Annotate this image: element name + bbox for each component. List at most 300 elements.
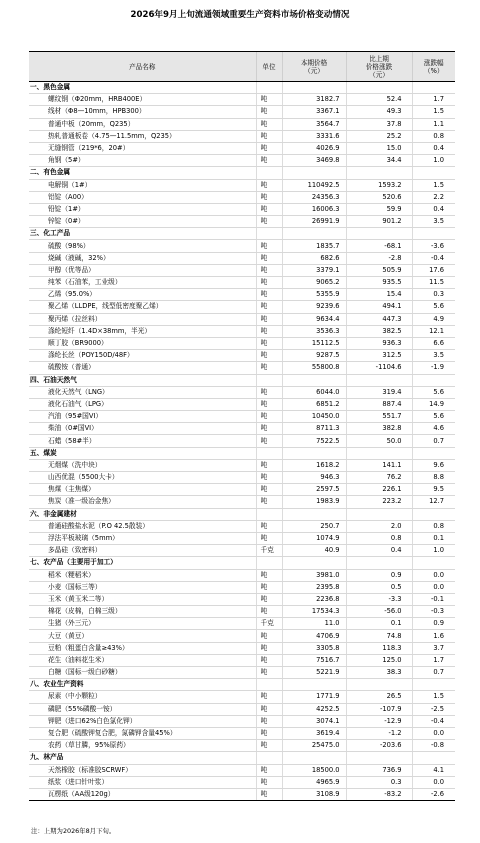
table-row: [29, 203, 455, 215]
price-change: 935.5: [346, 277, 412, 289]
change-percent: 17.6: [412, 264, 455, 276]
price-change: 74.8: [346, 630, 412, 642]
change-percent: 0.1: [412, 532, 455, 544]
current-price: 25475.0: [282, 740, 346, 752]
change-percent: 0.9: [412, 618, 455, 630]
price-change: 0.4: [346, 545, 412, 557]
product-name: 棉花（皮棉，白棉三级）: [29, 606, 256, 618]
change-percent: 1.7: [412, 94, 455, 106]
product-name: 涤纶长丝（POY150D/48F）: [29, 350, 256, 362]
unit: 吨: [256, 569, 282, 581]
unit: 吨: [256, 386, 282, 398]
table-row: [29, 496, 455, 508]
unit: 吨: [256, 423, 282, 435]
table-row: [29, 179, 455, 191]
current-price: 9287.5: [282, 350, 346, 362]
current-price: 40.9: [282, 545, 346, 557]
price-change: 76.2: [346, 472, 412, 484]
change-percent: 4.6: [412, 423, 455, 435]
change-percent: 1.5: [412, 179, 455, 191]
empty-cell: [282, 447, 346, 459]
unit: 千克: [256, 545, 282, 557]
empty-cell: [412, 679, 455, 691]
price-change: 0.8: [346, 532, 412, 544]
empty-cell: [256, 508, 282, 520]
empty-cell: [282, 508, 346, 520]
table-row: [29, 727, 455, 739]
change-percent: 4.9: [412, 313, 455, 325]
unit: 吨: [256, 703, 282, 715]
unit: 吨: [256, 411, 282, 423]
table-row: [29, 94, 455, 106]
product-name: 铅锭（1#）: [29, 203, 256, 215]
current-price: 1074.9: [282, 532, 346, 544]
current-price: 110492.5: [282, 179, 346, 191]
current-price: 3331.6: [282, 130, 346, 142]
section-header: [29, 557, 455, 569]
price-change: 887.4: [346, 398, 412, 410]
table-row: [29, 191, 455, 203]
table-row: [29, 606, 455, 618]
current-price: 3564.7: [282, 118, 346, 130]
unit: 吨: [256, 289, 282, 301]
unit: 吨: [256, 667, 282, 679]
section-title: 八、农业生产资料: [29, 679, 256, 691]
empty-cell: [412, 82, 455, 94]
empty-cell: [346, 557, 412, 569]
table-row: [29, 398, 455, 410]
price-change: 0.1: [346, 618, 412, 630]
unit: 吨: [256, 118, 282, 130]
empty-cell: [412, 752, 455, 764]
current-price: 55800.8: [282, 362, 346, 374]
price-change: 15.4: [346, 289, 412, 301]
change-percent: 11.5: [412, 277, 455, 289]
unit: 吨: [256, 435, 282, 447]
price-change: -56.0: [346, 606, 412, 618]
product-name: 普通中板（20mm，Q235）: [29, 118, 256, 130]
table-row: [29, 654, 455, 666]
current-price: 17534.3: [282, 606, 346, 618]
empty-cell: [346, 228, 412, 240]
change-percent: 0.4: [412, 203, 455, 215]
table-row: [29, 313, 455, 325]
section-header: [29, 374, 455, 386]
current-price: 16006.3: [282, 203, 346, 215]
unit: 吨: [256, 727, 282, 739]
unit: 吨: [256, 520, 282, 532]
empty-cell: [346, 679, 412, 691]
change-percent: 0.3: [412, 289, 455, 301]
empty-cell: [282, 679, 346, 691]
unit: 吨: [256, 216, 282, 228]
current-price: 5221.9: [282, 667, 346, 679]
price-change: 936.3: [346, 337, 412, 349]
current-price: 26991.9: [282, 216, 346, 228]
product-name: 磷肥（55%磷酸一铵）: [29, 703, 256, 715]
table-row: [29, 484, 455, 496]
section-title: 六、非金属建材: [29, 508, 256, 520]
section-title: 四、石油天然气: [29, 374, 256, 386]
table-row: [29, 118, 455, 130]
price-change: 520.6: [346, 191, 412, 203]
table-row: [29, 581, 455, 593]
price-change: -3.3: [346, 593, 412, 605]
product-name: 玉米（黄玉米二等）: [29, 593, 256, 605]
table-row: [29, 618, 455, 630]
current-price: 3074.1: [282, 715, 346, 727]
unit: 吨: [256, 532, 282, 544]
unit: 吨: [256, 313, 282, 325]
price-change: 2.0: [346, 520, 412, 532]
table-row: [29, 569, 455, 581]
change-percent: 3.5: [412, 216, 455, 228]
table-row: [29, 715, 455, 727]
table-row: [29, 411, 455, 423]
change-percent: 0.4: [412, 142, 455, 154]
current-price: 3108.9: [282, 788, 346, 800]
empty-cell: [256, 82, 282, 94]
current-price: 3619.4: [282, 727, 346, 739]
change-percent: 12.7: [412, 496, 455, 508]
table-row: [29, 691, 455, 703]
change-percent: -0.4: [412, 252, 455, 264]
change-percent: 9.5: [412, 484, 455, 496]
empty-cell: [346, 167, 412, 179]
unit: 吨: [256, 715, 282, 727]
price-change: 494.1: [346, 301, 412, 313]
footnote: 注：上期为2026年8月下旬。: [31, 827, 116, 835]
price-change: 52.4: [346, 94, 412, 106]
price-change: 319.4: [346, 386, 412, 398]
product-name: 无烟煤（洗中块）: [29, 459, 256, 471]
change-percent: 3.5: [412, 350, 455, 362]
price-change: 125.0: [346, 654, 412, 666]
price-change: -12.9: [346, 715, 412, 727]
unit: 吨: [256, 472, 282, 484]
table-row: [29, 277, 455, 289]
section-header: [29, 752, 455, 764]
price-change: 382.5: [346, 325, 412, 337]
table-row: [29, 155, 455, 167]
header-pct: 涨跌幅 （%）: [412, 52, 455, 82]
change-percent: 1.6: [412, 630, 455, 642]
section-header: [29, 167, 455, 179]
current-price: 250.7: [282, 520, 346, 532]
unit: 吨: [256, 496, 282, 508]
table-row: [29, 703, 455, 715]
unit: 吨: [256, 459, 282, 471]
change-percent: 0.0: [412, 581, 455, 593]
price-change: 551.7: [346, 411, 412, 423]
price-change: 25.2: [346, 130, 412, 142]
table-row: [29, 216, 455, 228]
unit: 吨: [256, 155, 282, 167]
empty-cell: [346, 447, 412, 459]
header-price: 本期价格 （元）: [282, 52, 346, 82]
price-change: -68.1: [346, 240, 412, 252]
price-change: 0.5: [346, 581, 412, 593]
price-change: 0.9: [346, 569, 412, 581]
unit: 吨: [256, 106, 282, 118]
price-change: 34.4: [346, 155, 412, 167]
unit: 吨: [256, 337, 282, 349]
unit: 吨: [256, 398, 282, 410]
current-price: 3367.1: [282, 106, 346, 118]
product-name: 锌锭（0#）: [29, 216, 256, 228]
product-name: 花生（油料花生米）: [29, 654, 256, 666]
product-name: 柴油（0#国VI）: [29, 423, 256, 435]
unit: 吨: [256, 277, 282, 289]
table-row: [29, 776, 455, 788]
change-percent: 14.9: [412, 398, 455, 410]
table-row: [29, 142, 455, 154]
header-unit: 单位: [256, 52, 282, 82]
empty-cell: [282, 228, 346, 240]
current-price: 3981.0: [282, 569, 346, 581]
product-name: 普通硅酸盐水泥（P.O 42.5散装）: [29, 520, 256, 532]
table-row: [29, 630, 455, 642]
table-row: [29, 545, 455, 557]
price-change: 15.0: [346, 142, 412, 154]
change-percent: 0.7: [412, 667, 455, 679]
current-price: 6044.0: [282, 386, 346, 398]
product-name: 硫酸（98%）: [29, 240, 256, 252]
unit: 吨: [256, 362, 282, 374]
product-name: 无缝钢管（219*6，20#）: [29, 142, 256, 154]
product-name: 农药（草甘膦，95%原药）: [29, 740, 256, 752]
change-percent: 1.0: [412, 545, 455, 557]
price-change: 312.5: [346, 350, 412, 362]
table-row: [29, 740, 455, 752]
price-change: -203.6: [346, 740, 412, 752]
unit: 吨: [256, 581, 282, 593]
empty-cell: [412, 167, 455, 179]
unit: 千克: [256, 618, 282, 630]
empty-cell: [256, 447, 282, 459]
current-price: 2597.5: [282, 484, 346, 496]
change-percent: 1.5: [412, 106, 455, 118]
section-header: [29, 228, 455, 240]
change-percent: -0.3: [412, 606, 455, 618]
current-price: 8711.3: [282, 423, 346, 435]
product-name: 液化天然气（LNG）: [29, 386, 256, 398]
current-price: 5355.9: [282, 289, 346, 301]
table-row: [29, 520, 455, 532]
change-percent: 0.0: [412, 727, 455, 739]
table-row: [29, 264, 455, 276]
change-percent: 1.1: [412, 118, 455, 130]
empty-cell: [412, 447, 455, 459]
unit: 吨: [256, 350, 282, 362]
price-table: [29, 51, 455, 801]
section-header: [29, 508, 455, 520]
current-price: 4026.9: [282, 142, 346, 154]
product-name: 铝锭（A00）: [29, 191, 256, 203]
change-percent: 1.0: [412, 155, 455, 167]
table-row: [29, 289, 455, 301]
table-row: [29, 459, 455, 471]
product-name: 聚乙烯（LLDPE，线型低密度聚乙烯）: [29, 301, 256, 313]
current-price: 4252.5: [282, 703, 346, 715]
current-price: 2236.8: [282, 593, 346, 605]
product-name: 多晶硅（致密料）: [29, 545, 256, 557]
change-percent: 0.7: [412, 435, 455, 447]
price-change: 49.3: [346, 106, 412, 118]
current-price: 1618.2: [282, 459, 346, 471]
empty-cell: [256, 167, 282, 179]
price-change: -107.9: [346, 703, 412, 715]
unit: 吨: [256, 142, 282, 154]
product-name: 白糖（国标一级白砂糖）: [29, 667, 256, 679]
change-percent: 9.6: [412, 459, 455, 471]
change-percent: -2.6: [412, 788, 455, 800]
product-name: 大豆（黄豆）: [29, 630, 256, 642]
current-price: 10450.0: [282, 411, 346, 423]
price-change: 37.8: [346, 118, 412, 130]
product-name: 甲醇（优等品）: [29, 264, 256, 276]
change-percent: 8.8: [412, 472, 455, 484]
change-percent: 5.6: [412, 301, 455, 313]
current-price: 9239.6: [282, 301, 346, 313]
price-change: -83.2: [346, 788, 412, 800]
product-name: 电解铜（1#）: [29, 179, 256, 191]
table-row: [29, 362, 455, 374]
current-price: 3305.8: [282, 642, 346, 654]
unit: 吨: [256, 484, 282, 496]
unit: 吨: [256, 252, 282, 264]
header-name: 产品名称: [29, 52, 256, 82]
current-price: 9634.4: [282, 313, 346, 325]
table-row: [29, 240, 455, 252]
empty-cell: [282, 557, 346, 569]
price-change: 901.2: [346, 216, 412, 228]
table-row: [29, 386, 455, 398]
product-name: 焦炭（准一级冶金焦）: [29, 496, 256, 508]
product-name: 钾肥（进口62%白色氯化钾）: [29, 715, 256, 727]
current-price: 1771.9: [282, 691, 346, 703]
change-percent: 3.7: [412, 642, 455, 654]
product-name: 汽油（95#国VI）: [29, 411, 256, 423]
product-name: 涤纶短纤（1.4D×38mm，半光）: [29, 325, 256, 337]
current-price: 6851.2: [282, 398, 346, 410]
current-price: 682.6: [282, 252, 346, 264]
unit: 吨: [256, 788, 282, 800]
change-percent: -2.5: [412, 703, 455, 715]
change-percent: 0.8: [412, 130, 455, 142]
change-percent: -1.9: [412, 362, 455, 374]
change-percent: 0.8: [412, 520, 455, 532]
table-row: [29, 435, 455, 447]
current-price: 3379.1: [282, 264, 346, 276]
product-name: 乙烯（95.0%）: [29, 289, 256, 301]
unit: 吨: [256, 240, 282, 252]
empty-cell: [346, 508, 412, 520]
unit: 吨: [256, 264, 282, 276]
change-percent: 6.6: [412, 337, 455, 349]
table-row: [29, 764, 455, 776]
current-price: 7522.5: [282, 435, 346, 447]
price-change: -1.2: [346, 727, 412, 739]
current-price: 3182.7: [282, 94, 346, 106]
unit: 吨: [256, 654, 282, 666]
price-change: 382.8: [346, 423, 412, 435]
change-percent: 2.2: [412, 191, 455, 203]
current-price: 4965.9: [282, 776, 346, 788]
product-name: 纯苯（石油苯，工业级）: [29, 277, 256, 289]
empty-cell: [256, 228, 282, 240]
change-percent: -0.4: [412, 715, 455, 727]
section-title: 七、农产品（主要用于加工）: [29, 557, 256, 569]
unit: 吨: [256, 179, 282, 191]
unit: 吨: [256, 191, 282, 203]
unit: 吨: [256, 301, 282, 313]
product-name: 线材（Φ8—10mm，HPB300）: [29, 106, 256, 118]
product-name: 稻米（粳稻米）: [29, 569, 256, 581]
price-change: 141.1: [346, 459, 412, 471]
product-name: 纸浆（进口针叶浆）: [29, 776, 256, 788]
table-row: [29, 472, 455, 484]
current-price: 24356.3: [282, 191, 346, 203]
empty-cell: [282, 374, 346, 386]
change-percent: 12.1: [412, 325, 455, 337]
section-title: 三、化工产品: [29, 228, 256, 240]
price-change: 226.1: [346, 484, 412, 496]
empty-cell: [282, 752, 346, 764]
empty-cell: [346, 374, 412, 386]
empty-cell: [256, 752, 282, 764]
product-name: 硫酸铵（普通）: [29, 362, 256, 374]
price-change: 0.3: [346, 776, 412, 788]
change-percent: 0.0: [412, 569, 455, 581]
price-change: -2.8: [346, 252, 412, 264]
table-row: [29, 593, 455, 605]
price-change: 38.3: [346, 667, 412, 679]
change-percent: -3.6: [412, 240, 455, 252]
empty-cell: [346, 82, 412, 94]
empty-cell: [256, 679, 282, 691]
unit: 吨: [256, 764, 282, 776]
current-price: 7516.7: [282, 654, 346, 666]
unit: 吨: [256, 203, 282, 215]
price-change: 505.9: [346, 264, 412, 276]
table-row: [29, 642, 455, 654]
empty-cell: [282, 167, 346, 179]
empty-cell: [412, 557, 455, 569]
change-percent: 5.6: [412, 411, 455, 423]
product-name: 顺丁胶（BR9000）: [29, 337, 256, 349]
change-percent: -0.8: [412, 740, 455, 752]
table-body: [29, 82, 455, 801]
price-change: 50.0: [346, 435, 412, 447]
table-header: [29, 52, 455, 82]
table-row: [29, 252, 455, 264]
change-percent: 4.1: [412, 764, 455, 776]
current-price: 4706.9: [282, 630, 346, 642]
unit: 吨: [256, 606, 282, 618]
table-row: [29, 337, 455, 349]
unit: 吨: [256, 130, 282, 142]
price-change: 1593.2: [346, 179, 412, 191]
table-row: [29, 532, 455, 544]
unit: 吨: [256, 630, 282, 642]
product-name: 热轧普通板卷（4.75—11.5mm，Q235）: [29, 130, 256, 142]
section-header: [29, 447, 455, 459]
product-name: 螺纹钢（Φ20mm，HRB400E）: [29, 94, 256, 106]
product-name: 液化石油气（LPG）: [29, 398, 256, 410]
page-title: 2026年9月上旬流通领域重要生产资料市场价格变动情况: [130, 10, 350, 20]
current-price: 946.3: [282, 472, 346, 484]
